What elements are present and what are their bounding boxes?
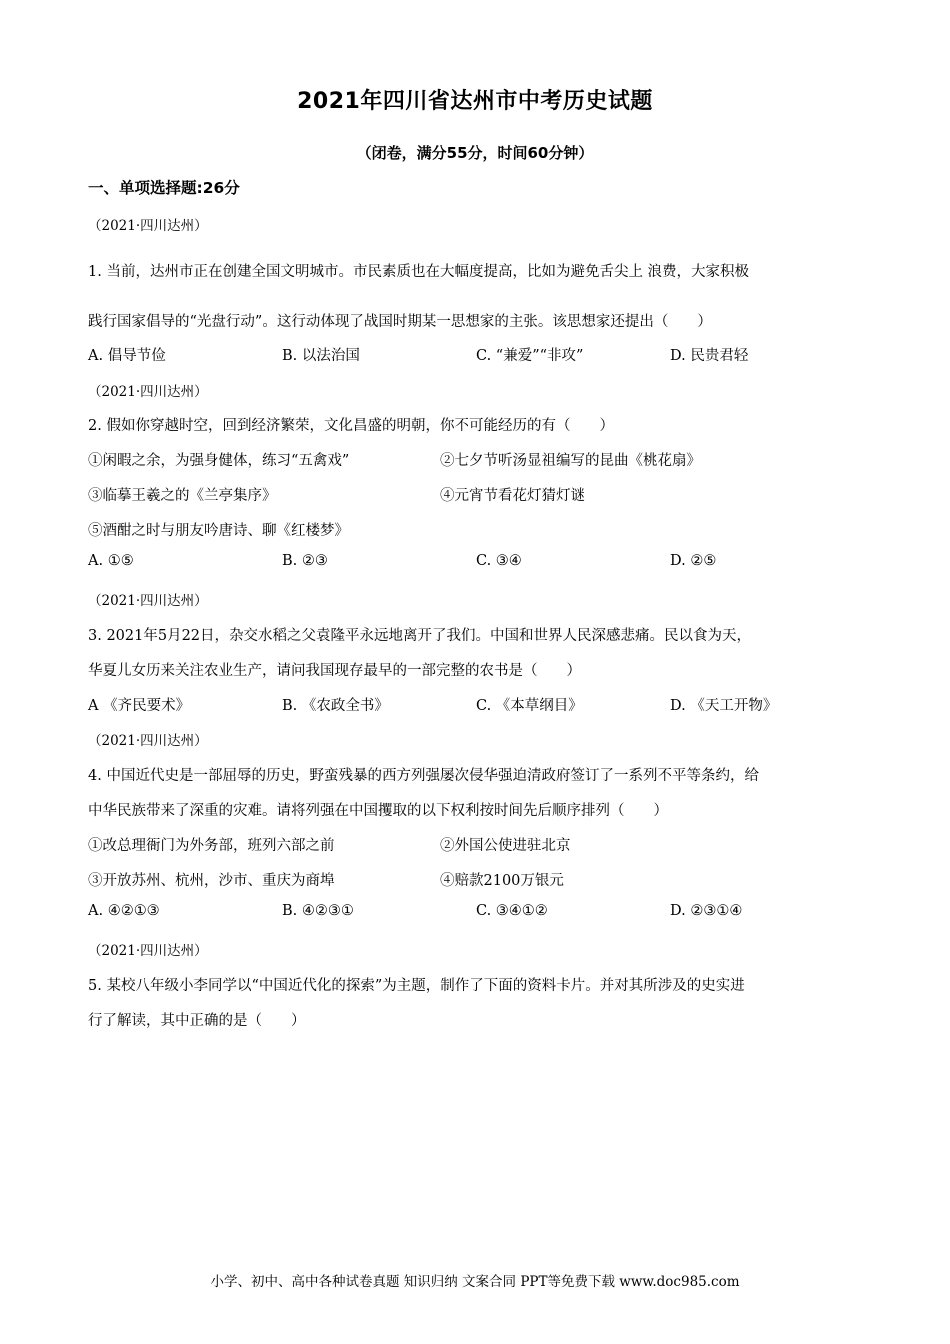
question-5-text-line-2: 行了解读，其中正确的是（ ） bbox=[88, 1013, 306, 1029]
question-4-source: （2021·四川达州） bbox=[88, 733, 208, 749]
question-5-text-line-1: 5. 某校八年级小李同学以“中国近代化的探索”为主题，制作了下面的资料卡片。并对其所涉及的史实进 bbox=[88, 978, 745, 994]
question-1-option-d: D. 民贵君轻 bbox=[670, 348, 749, 364]
section-heading: 一、单项选择题:26分 bbox=[88, 179, 240, 197]
question-3-option-b: B. 《农政全书》 bbox=[282, 698, 389, 714]
question-3-source: （2021·四川达州） bbox=[88, 593, 208, 609]
question-2-item-2: ②七夕节听汤显祖编写的昆曲《桃花扇》 bbox=[440, 453, 701, 469]
question-2-option-d: D. ②⑤ bbox=[670, 553, 717, 569]
question-1-text-line-2: 践行国家倡导的“光盘行动”。这行动体现了战国时期某一思想家的主张。该思想家还提出（ ） bbox=[88, 314, 712, 330]
question-2-option-c: C. ③④ bbox=[476, 553, 522, 569]
question-3-option-d: D. 《天工开物》 bbox=[670, 698, 778, 714]
question-3-option-a: A 《齐民要术》 bbox=[88, 698, 191, 714]
question-1-text-line-1: 1. 当前，达州市正在创建全国文明城市。市民素质也在大幅度提高，比如为避免舌尖上 浪费，大家积极 bbox=[88, 264, 750, 280]
question-4-option-d: D. ②③①④ bbox=[670, 903, 743, 919]
question-1-option-a: A. 倡导节俭 bbox=[88, 348, 166, 364]
question-3-text-line-2: 华夏儿女历来关注农业生产，请问我国现存最早的一部完整的农书是（ ） bbox=[88, 663, 581, 679]
question-5-source: （2021·四川达州） bbox=[88, 943, 208, 959]
question-2-text-line-1: 2. 假如你穿越时空，回到经济繁荣，文化昌盛的明朝，你不可能经历的有（ ） bbox=[88, 418, 614, 434]
question-1-option-b: B. 以法治国 bbox=[282, 348, 360, 364]
question-4-text-line-2: 中华民族带来了深重的灾难。请将列强在中国攫取的以下权利按时间先后顺序排列（ ） bbox=[88, 803, 668, 819]
question-1-source: （2021·四川达州） bbox=[88, 218, 208, 234]
question-4-text-line-1: 4. 中国近代史是一部屈辱的历史，野蛮残暴的西方列强屡次侵华强迫清政府签订了一系列不平等条约，给 bbox=[88, 768, 759, 784]
question-4-item-4: ④赔款2100万银元 bbox=[440, 873, 564, 889]
question-4-option-b: B. ④②③① bbox=[282, 903, 354, 919]
page-title: 2021年四川省达州市中考历史试题 bbox=[297, 89, 653, 114]
question-2-option-b: B. ②③ bbox=[282, 553, 328, 569]
question-2-option-a: A. ①⑤ bbox=[88, 553, 134, 569]
question-3-option-c: C. 《本草纲目》 bbox=[476, 698, 583, 714]
question-4-option-a: A. ④②①③ bbox=[88, 903, 160, 919]
question-4-item-3: ③开放苏州、杭州，沙市、重庆为商埠 bbox=[88, 873, 335, 889]
question-4-item-1: ①改总理衙门为外务部，班列六部之前 bbox=[88, 838, 335, 854]
question-2-item-1: ①闲暇之余，为强身健体，练习“五禽戏” bbox=[88, 453, 350, 469]
question-1-option-c: C. “兼爱”“非攻” bbox=[476, 348, 584, 364]
question-4-item-2: ②外国公使进驻北京 bbox=[440, 838, 571, 854]
question-2-source: （2021·四川达州） bbox=[88, 384, 208, 400]
question-4-option-c: C. ③④①② bbox=[476, 903, 548, 919]
page-subtitle: （闭卷，满分55分，时间60分钟） bbox=[356, 144, 594, 162]
question-2-item-3: ③临摹王羲之的《兰亭集序》 bbox=[88, 488, 277, 504]
question-2-item-4: ④元宵节看花灯猜灯谜 bbox=[440, 488, 585, 504]
page-footer: 小学、初中、高中各种试卷真题 知识归纳 文案合同 PPT等免费下载 www.doc985.com bbox=[210, 1274, 740, 1290]
question-3-text-line-1: 3. 2021年5月22日，杂交水稻之父袁隆平永远地离开了我们。中国和世界人民深感悲痛。民以食为天， bbox=[88, 628, 752, 644]
question-2-item-5: ⑤酒酣之时与朋友吟唐诗、聊《红楼梦》 bbox=[88, 523, 349, 539]
